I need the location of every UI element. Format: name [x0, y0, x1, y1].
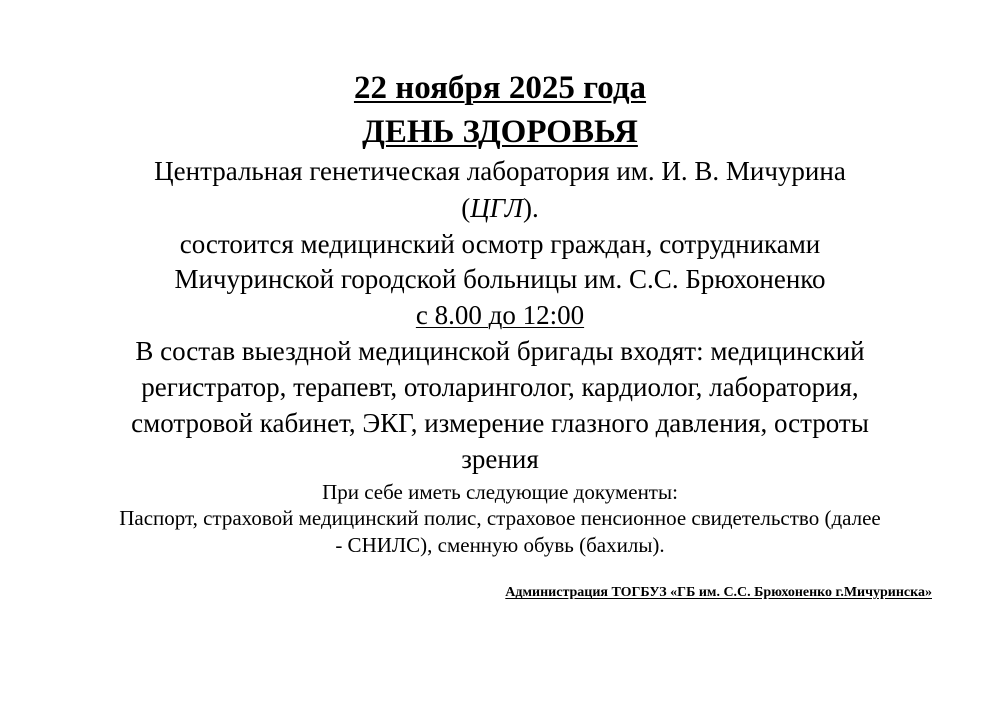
team-line-1: В состав выездной медицинской бригады входят: медицинский — [135, 336, 865, 366]
location-abbreviation: ЦГЛ — [470, 193, 524, 223]
documents-line-2: - СНИЛС), сменную обувь (бахилы). — [335, 533, 665, 557]
location-line-1: Центральная генетическая лаборатория им. И. В. Мичурина — [154, 156, 846, 186]
exam-line-2: Мичуринской городской больницы им. С.С. Брюхоненко — [174, 264, 826, 294]
documents-heading: При себе иметь следующие документы: — [322, 480, 678, 504]
event-date: 22 ноября 2025 года — [353, 70, 647, 106]
event-title: ДЕНЬ ЗДОРОВЬЯ — [362, 114, 638, 150]
exam-time: с 8.00 до 12:00 — [415, 300, 585, 330]
location-paren-close: ). — [523, 193, 539, 223]
team-line-4: зрения — [461, 444, 539, 474]
location-line-2 — [0, 195, 1000, 222]
administration-signature: Администрация ТОГБУЗ «ГБ им. С.С. Брюхоненко г.Мичуринска» — [505, 585, 932, 600]
team-line-2: регистратор, терапевт, отоларинголог, кардиолог, лаборатория, — [141, 372, 859, 402]
location-paren-open: ( — [461, 193, 471, 223]
documents-line-1: Паспорт, страховой медицинский полис, страховое пенсионное свидетельство (далее — [119, 506, 881, 530]
exam-line-1: состоится медицинский осмотр граждан, сотрудниками — [179, 229, 821, 259]
team-line-3: смотровой кабинет, ЭКГ, измерение глазного давления, остроты — [131, 408, 869, 438]
